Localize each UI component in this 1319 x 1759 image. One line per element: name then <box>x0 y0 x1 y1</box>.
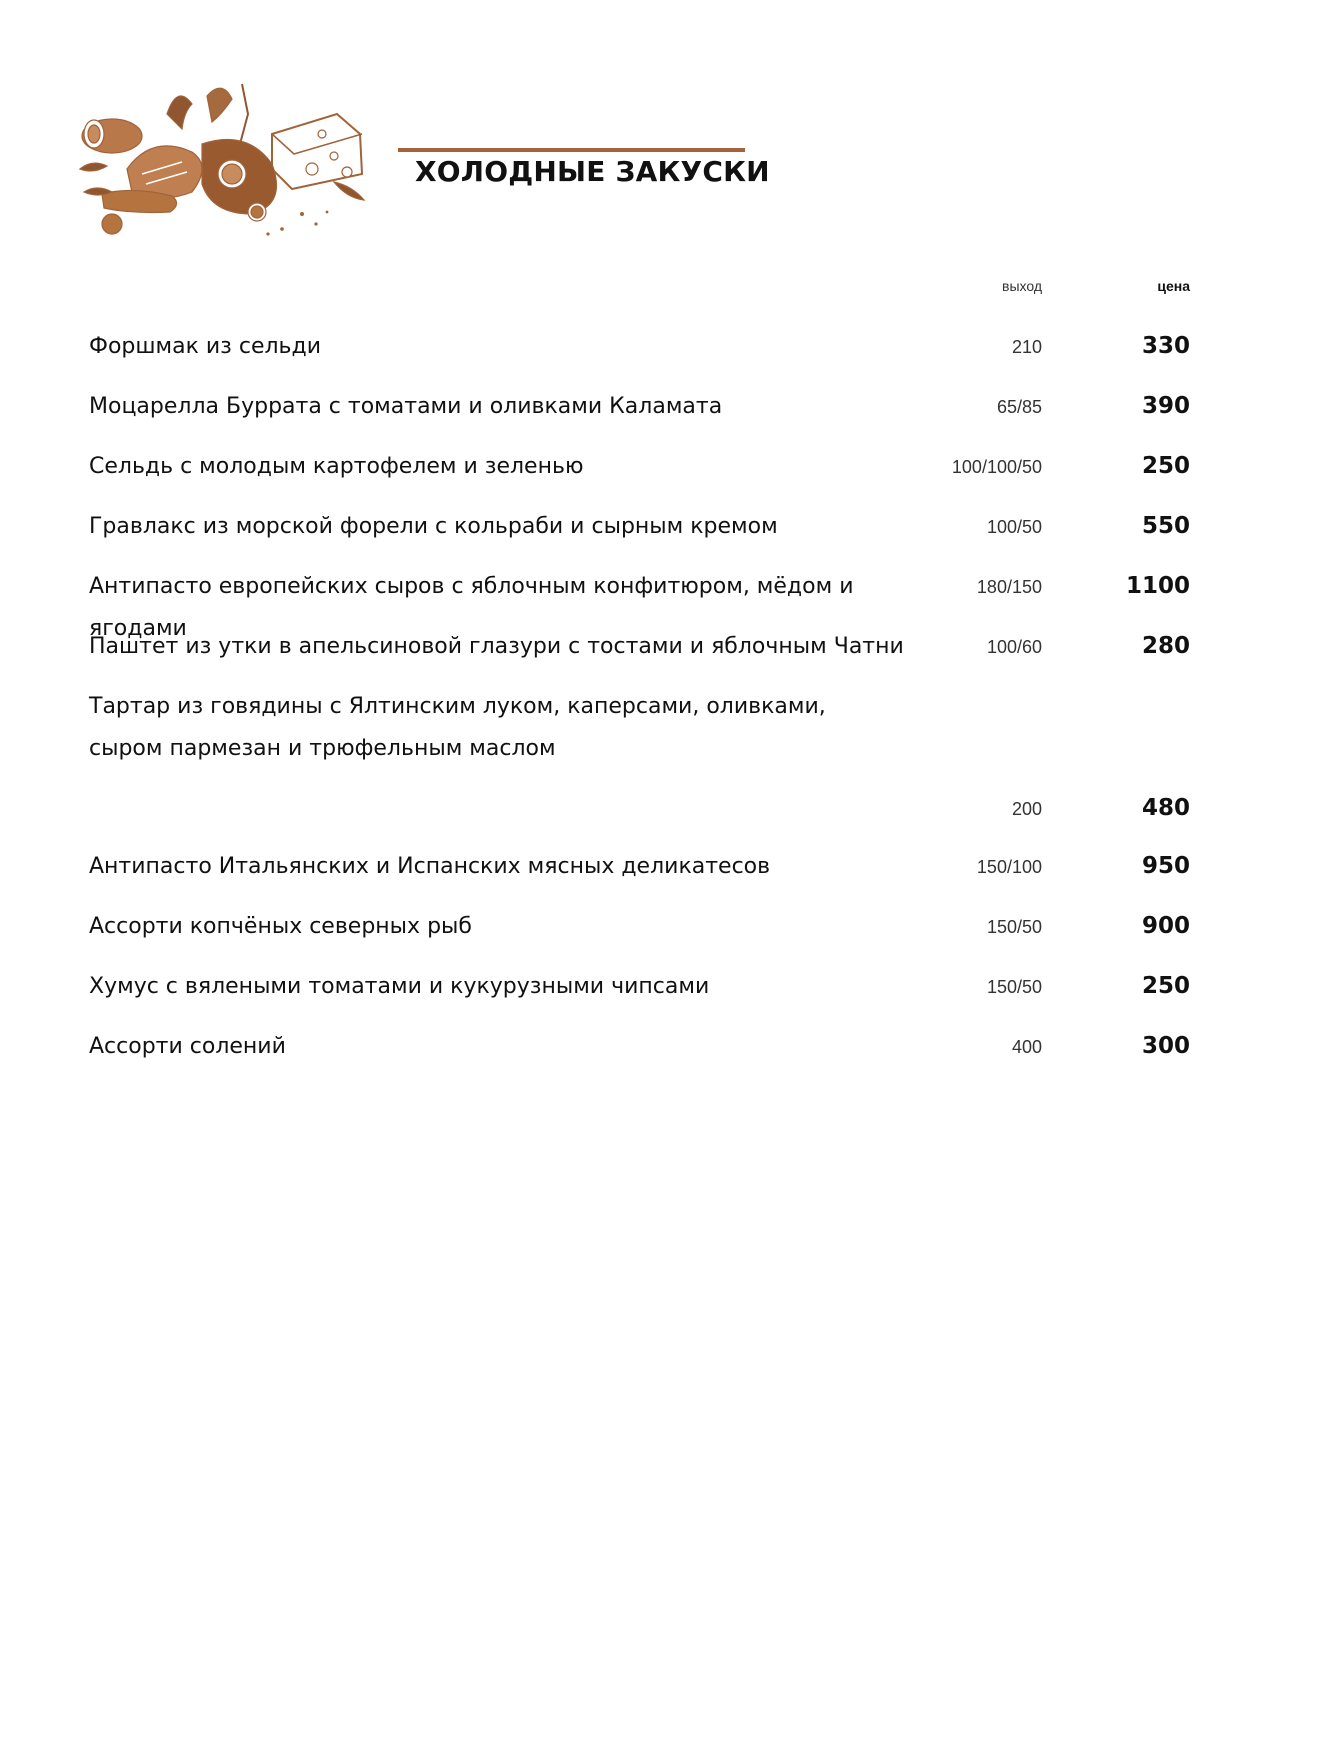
menu-item-name: Моцарелла Буррата с томатами и оливками Каламата <box>89 394 723 419</box>
menu-item-name: Паштет из утки в апельсиновой глазури с тостами и яблочным Чатни <box>89 634 904 659</box>
menu-item <box>0 846 1319 906</box>
menu-item-weight: 100/100/50 <box>951 457 1042 477</box>
menu-item-price: 280 <box>1141 633 1190 659</box>
menu-item-price: 900 <box>1141 913 1190 939</box>
menu-item-name: Ассорти копчёных северных рыб <box>89 914 472 939</box>
menu-item-weight: 100/60 <box>986 637 1042 657</box>
menu-item-price: 330 <box>1141 333 1190 359</box>
menu-item <box>0 686 1319 846</box>
menu-item-weight: 65/85 <box>996 397 1042 417</box>
menu-item <box>0 626 1319 686</box>
menu-item-weight: 200 <box>1011 799 1042 819</box>
menu-item-price: 250 <box>1141 453 1190 479</box>
menu-item <box>0 506 1319 566</box>
menu-item-price: 390 <box>1141 393 1190 419</box>
menu-item-price: 300 <box>1141 1033 1190 1059</box>
menu-item-name: Антипасто Итальянских и Испанских мясных деликатесов <box>89 854 771 879</box>
menu-list <box>0 326 1319 1086</box>
menu-item-name: Ассорти солений <box>89 1034 286 1059</box>
menu-item-weight: 210 <box>1011 337 1042 357</box>
menu-item-weight: 150/100 <box>976 857 1042 877</box>
menu-item <box>0 906 1319 966</box>
menu-item <box>0 326 1319 386</box>
menu-item-name: Тартар из говядины с Ялтинским луком, каперсами, оливками, сыром пармезан и трюфельным маслом <box>89 694 826 761</box>
menu-item-weight: 400 <box>1011 1037 1042 1057</box>
menu-item-name: Хумус с вялеными томатами и кукурузными чипсами <box>89 974 710 999</box>
column-header-weight: выход <box>1002 278 1042 294</box>
menu-item <box>0 966 1319 1026</box>
menu-item-price: 950 <box>1141 853 1190 879</box>
menu-item-name: Гравлакс из морской форели с кольраби и сырным кремом <box>89 514 778 539</box>
food-still-life-illustration-icon <box>72 74 382 240</box>
menu-item-price: 480 <box>1141 795 1190 821</box>
menu-item <box>0 566 1319 641</box>
column-header-price: цена <box>1157 278 1190 294</box>
menu-item-weight: 150/50 <box>986 977 1042 997</box>
menu-item-price: 250 <box>1141 973 1190 999</box>
menu-item-name: Сельдь с молодым картофелем и зеленью <box>89 454 584 479</box>
menu-item-name: Антипасто европейских сыров с яблочным конфитюром, мёдом и ягодами <box>89 574 854 641</box>
menu-item-weight: 100/50 <box>986 517 1042 537</box>
menu-item <box>0 386 1319 446</box>
menu-item-price: 550 <box>1141 513 1190 539</box>
menu-item-price: 1100 <box>1125 573 1190 599</box>
menu-item-weight: 180/150 <box>976 577 1042 597</box>
section-title-rule <box>398 148 745 152</box>
section-title: ХОЛОДНЫЕ ЗАКУСКИ <box>415 155 770 188</box>
menu-item-weight: 150/50 <box>986 917 1042 937</box>
menu-item <box>0 1026 1319 1086</box>
menu-item-name: Форшмак из сельди <box>89 334 322 359</box>
menu-item <box>0 446 1319 506</box>
